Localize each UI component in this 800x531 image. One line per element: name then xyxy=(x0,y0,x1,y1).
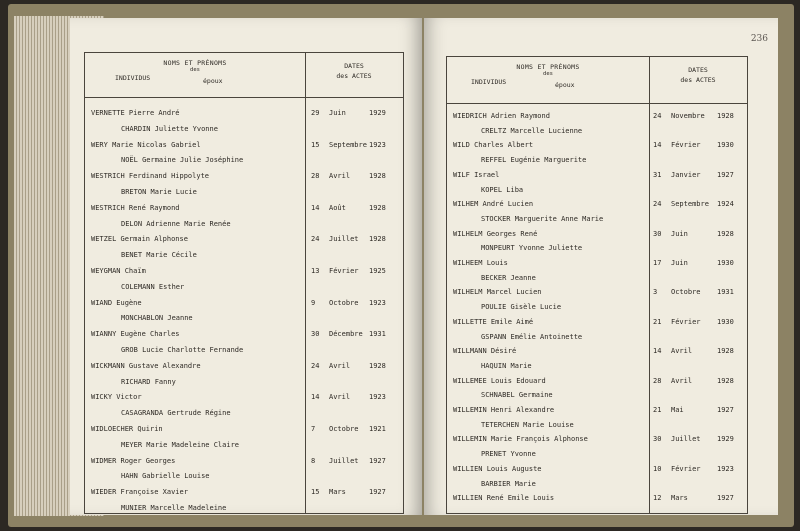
act-month: Juillet xyxy=(329,235,359,244)
individual-name: WIEDRICH Adrien Raymond xyxy=(453,112,550,120)
act-year: 1928 xyxy=(369,172,386,181)
act-month: Avril xyxy=(329,172,351,181)
entry-row xyxy=(85,457,403,470)
dates-column-header xyxy=(305,61,403,82)
act-year: 1930 xyxy=(717,317,734,326)
individual-name: WETZEL Germain Alphonse xyxy=(91,235,188,244)
entry-row xyxy=(85,393,403,406)
right-page xyxy=(424,18,778,515)
spouse-row xyxy=(447,127,747,140)
entry-row xyxy=(85,330,403,343)
act-day: 24 xyxy=(311,235,320,244)
dates-header-title: DATES xyxy=(344,62,364,70)
names-header-epoux: époux xyxy=(203,77,223,85)
individual-name: WILHEEM Louis xyxy=(453,259,508,267)
individual-name: WILLIEN René Emile Louis xyxy=(453,494,555,503)
act-month: Février xyxy=(329,267,359,275)
spouse-name: BECKER Jeanne xyxy=(481,273,536,282)
act-month: Juin xyxy=(329,109,346,117)
individual-name: WILLMANN Désiré xyxy=(453,347,517,356)
spouse-row xyxy=(447,450,747,463)
spouse-name: CASAGRANDA Gertrude Régine xyxy=(121,409,231,418)
individual-name: WIAND Eugène xyxy=(91,298,142,307)
act-month: Mars xyxy=(329,488,346,497)
act-year: 1928 xyxy=(717,112,734,120)
act-year: 1930 xyxy=(717,141,734,150)
spouse-row xyxy=(85,504,403,517)
entry-row xyxy=(447,347,747,360)
spouse-row xyxy=(447,480,747,493)
spouse-name: STOCKER Marguerite Anne Marie xyxy=(481,214,604,223)
spouse-name: GROB Lucie Charlotte Fernande xyxy=(121,346,244,354)
individual-name: WILLEMIN Henri Alexandre xyxy=(453,406,555,414)
act-month: Avril xyxy=(671,376,693,385)
act-year: 1927 xyxy=(369,456,386,465)
entry-row xyxy=(85,425,403,438)
act-day: 30 xyxy=(653,229,662,238)
act-day: 8 xyxy=(311,456,316,465)
act-day: 9 xyxy=(311,298,316,307)
act-month: Juillet xyxy=(671,435,701,444)
act-year: 1923 xyxy=(369,140,386,149)
names-header-individus: INDIVIDUS xyxy=(115,74,151,82)
spouse-name: BRETON Marie Lucie xyxy=(121,188,197,196)
individual-name: WERY Marie Nicolas Gabriel xyxy=(91,140,201,149)
entry-row xyxy=(447,230,747,243)
names-header-title-right: NOMS ET PRÉNOMS xyxy=(516,63,580,71)
act-day: 31 xyxy=(653,170,662,179)
act-month: Septembre xyxy=(671,200,709,209)
act-day: 28 xyxy=(653,376,662,385)
spouse-name: BENET Marie Cécile xyxy=(121,251,197,260)
act-year: 1928 xyxy=(717,229,734,238)
spouse-row xyxy=(85,314,403,327)
act-day: 28 xyxy=(311,172,320,181)
act-month: Novembre xyxy=(671,112,705,120)
spouse-name: NOËL Germaine Julie Joséphine xyxy=(121,156,244,165)
spouse-row xyxy=(447,215,747,228)
act-year: 1927 xyxy=(717,170,734,179)
entry-row xyxy=(85,109,403,122)
entry-row xyxy=(85,488,403,501)
act-year: 1927 xyxy=(369,488,386,497)
individual-name: WILLIEN Louis Auguste xyxy=(453,464,542,473)
spouse-name: HAHN Gabrielle Louise xyxy=(121,472,210,481)
spouse-row xyxy=(447,186,747,199)
right-register-table xyxy=(446,56,748,514)
spouse-name: PRENET Yvonne xyxy=(481,450,536,459)
entry-row xyxy=(85,204,403,217)
act-month: Avril xyxy=(329,393,351,402)
dates-header-title-right: DATES xyxy=(688,66,708,74)
spouse-name: DELON Adrienne Marie Renée xyxy=(121,219,231,228)
dates-header-sub-right: des ACTES xyxy=(680,76,716,85)
entry-row xyxy=(447,259,747,272)
spouse-row xyxy=(447,362,747,375)
act-month: Février xyxy=(671,141,701,150)
act-month: Décembre xyxy=(329,330,363,339)
entry-row xyxy=(447,377,747,390)
spouse-name: CRELTZ Marcelle Lucienne xyxy=(481,126,583,135)
spouse-row xyxy=(85,441,403,454)
act-month: Octobre xyxy=(329,425,359,433)
entry-row xyxy=(447,435,747,448)
spouse-row xyxy=(447,156,747,169)
individual-name: WILLETTE Emile Aimé xyxy=(453,317,534,326)
spouse-name: GSPANN Emélie Antoinette xyxy=(481,332,583,341)
individual-name: WILHELM Marcel Lucien xyxy=(453,288,542,297)
act-day: 24 xyxy=(653,112,662,120)
spouse-name: MONPEURT Yvonne Juliette xyxy=(481,244,583,253)
names-header-title: NOMS ET PRÉNOMS xyxy=(163,59,227,67)
entry-row xyxy=(85,235,403,248)
act-year: 1923 xyxy=(369,298,386,307)
act-month: Février xyxy=(671,317,701,326)
spouse-row xyxy=(85,409,403,422)
page-number: 236 xyxy=(750,34,768,44)
act-day: 24 xyxy=(311,361,320,370)
act-day: 24 xyxy=(653,200,662,209)
spouse-row xyxy=(85,125,403,138)
act-year: 1921 xyxy=(369,425,386,433)
individual-name: WIANNY Eugène Charles xyxy=(91,330,180,339)
spouse-name: SCHNABEL Germaine xyxy=(481,391,553,400)
spouse-row xyxy=(85,378,403,391)
individual-name: WICKMANN Gustave Alexandre xyxy=(91,361,201,370)
spouse-name: COLEMANN Esther xyxy=(121,282,185,291)
entry-row xyxy=(447,112,747,125)
act-day: 30 xyxy=(653,435,662,444)
entry-row xyxy=(447,200,747,213)
spouse-row xyxy=(447,244,747,257)
act-year: 1928 xyxy=(369,235,386,244)
act-year: 1929 xyxy=(369,109,386,117)
entry-row xyxy=(447,141,747,154)
act-day: 7 xyxy=(311,425,316,433)
spouse-name: POULIE Gisèle Lucie xyxy=(481,303,562,312)
spouse-row xyxy=(447,421,747,434)
names-column-header xyxy=(85,59,305,85)
individual-name: WICKY Victor xyxy=(91,393,142,402)
entry-row xyxy=(447,494,747,507)
left-register-table xyxy=(84,52,404,514)
act-month: Avril xyxy=(671,347,693,356)
names-header-des: des xyxy=(190,67,200,74)
act-year: 1923 xyxy=(369,393,386,402)
act-month: Mai xyxy=(671,406,684,414)
spouse-row xyxy=(85,188,403,201)
spouse-name: MONCHABLON Jeanne xyxy=(121,314,193,323)
act-year: 1930 xyxy=(717,259,734,267)
spouse-name: MEYER Marie Madeleine Claire xyxy=(121,440,240,449)
act-month: Juin xyxy=(671,229,688,238)
act-month: Août xyxy=(329,203,346,212)
dates-header-sub: des ACTES xyxy=(336,72,372,81)
act-day: 13 xyxy=(311,267,320,275)
act-day: 29 xyxy=(311,109,320,117)
spouse-row xyxy=(447,333,747,346)
entry-row xyxy=(85,362,403,375)
act-day: 30 xyxy=(311,330,320,339)
individual-name: WIEDER Françoise Xavier xyxy=(91,488,188,497)
spouse-name: BARBIER Marie xyxy=(481,479,536,488)
act-day: 14 xyxy=(653,347,662,356)
entry-row xyxy=(447,406,747,419)
spouse-row xyxy=(85,251,403,264)
act-year: 1928 xyxy=(717,347,734,356)
spouse-row xyxy=(85,156,403,169)
spouse-name: RICHARD Fanny xyxy=(121,377,176,386)
act-day: 15 xyxy=(311,488,320,497)
spouse-name: MUNIER Marcelle Madeleine xyxy=(121,504,227,512)
act-month: Février xyxy=(671,464,701,473)
entry-row xyxy=(85,267,403,280)
act-year: 1929 xyxy=(717,435,734,444)
act-year: 1931 xyxy=(717,288,734,297)
spouse-name: KOPEL Liba xyxy=(481,185,524,194)
act-year: 1928 xyxy=(717,376,734,385)
spouse-row xyxy=(447,274,747,287)
names-header-epoux-right: époux xyxy=(555,81,575,89)
spouse-name: TETERCHEN Marie Louise xyxy=(481,420,574,429)
names-column-header-right xyxy=(447,63,649,89)
individual-name: VERNETTE Pierre André xyxy=(91,109,180,117)
act-month: Octobre xyxy=(329,298,359,307)
spouse-name: REFFEL Eugénie Marguerite xyxy=(481,156,587,165)
act-month: Septembre xyxy=(329,140,367,149)
individual-name: WILD Charles Albert xyxy=(453,141,534,150)
act-month: Juin xyxy=(671,259,688,267)
act-day: 3 xyxy=(653,288,658,297)
entry-row xyxy=(447,288,747,301)
act-month: Octobre xyxy=(671,288,701,297)
entry-row xyxy=(85,141,403,154)
individual-name: WIDLOECHER Quirin xyxy=(91,425,163,433)
act-month: Janvier xyxy=(671,170,701,179)
individual-name: WEYGMAN Chaïm xyxy=(91,267,146,275)
entry-row xyxy=(447,171,747,184)
act-day: 14 xyxy=(311,203,320,212)
act-month: Juillet xyxy=(329,456,359,465)
spouse-name: HAQUIN Marie xyxy=(481,361,532,370)
act-year: 1925 xyxy=(369,267,386,275)
act-day: 21 xyxy=(653,406,662,414)
individual-name: WILHEM André Lucien xyxy=(453,200,534,209)
act-day: 21 xyxy=(653,317,662,326)
individual-name: WESTRICH René Raymond xyxy=(91,203,180,212)
individual-name: WILHELM Georges René xyxy=(453,229,538,238)
entry-row xyxy=(85,299,403,312)
individual-name: WESTRICH Ferdinand Hippolyte xyxy=(91,172,210,181)
entry-row xyxy=(447,465,747,478)
act-year: 1927 xyxy=(717,494,734,503)
spouse-row xyxy=(447,391,747,404)
act-day: 15 xyxy=(311,140,320,149)
individual-name: WILLEMEE Louis Edouard xyxy=(453,376,546,385)
spouse-row xyxy=(85,220,403,233)
act-day: 17 xyxy=(653,259,662,267)
act-month: Avril xyxy=(329,361,351,370)
spouse-name: CHARDIN Juliette Yvonne xyxy=(121,124,218,133)
act-year: 1924 xyxy=(717,200,734,209)
act-year: 1928 xyxy=(369,361,386,370)
individual-name: WILLEMIN Marie François Alphonse xyxy=(453,435,588,444)
act-day: 14 xyxy=(311,393,320,402)
individual-name: WIDMER Roger Georges xyxy=(91,456,176,465)
individual-name: WILF Israel xyxy=(453,170,500,179)
names-header-des-right: des xyxy=(543,71,553,78)
spouse-row xyxy=(85,283,403,296)
act-month: Mars xyxy=(671,494,688,503)
entry-row xyxy=(447,318,747,331)
act-day: 10 xyxy=(653,464,662,473)
act-year: 1927 xyxy=(717,406,734,414)
names-header-individus-right: INDIVIDUS xyxy=(471,78,507,86)
entry-row xyxy=(85,172,403,185)
act-year: 1928 xyxy=(369,203,386,212)
act-day: 12 xyxy=(653,494,662,503)
dates-column-header-right xyxy=(649,65,747,86)
spouse-row xyxy=(85,472,403,485)
act-year: 1931 xyxy=(369,330,386,339)
spouse-row xyxy=(85,346,403,359)
act-year: 1923 xyxy=(717,464,734,473)
act-day: 14 xyxy=(653,141,662,150)
left-page xyxy=(70,18,422,515)
spouse-row xyxy=(447,303,747,316)
